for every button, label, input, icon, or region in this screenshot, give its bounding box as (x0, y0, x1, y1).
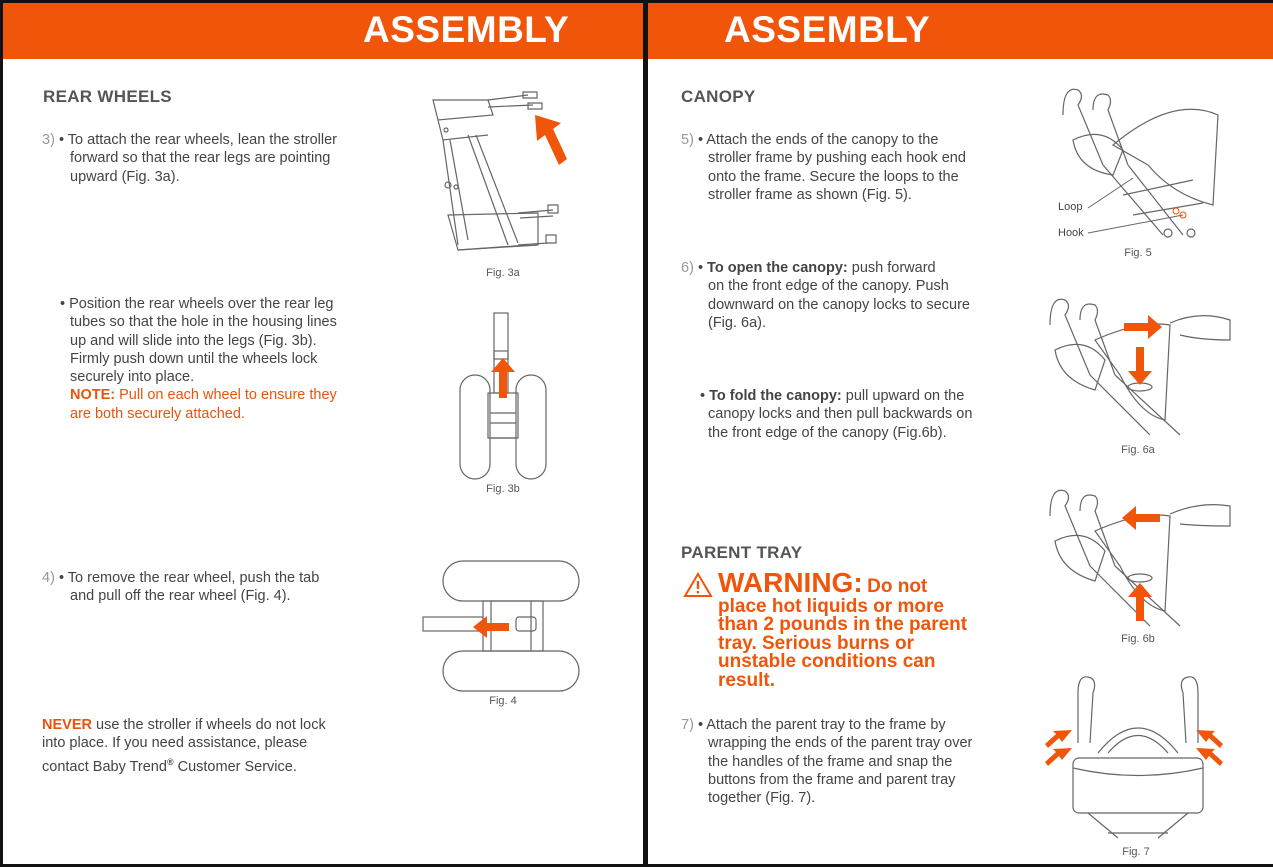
parent-tray-heading: PARENT TRAY (681, 543, 803, 562)
step4-number: 4) (42, 570, 55, 586)
fig6a-caption: Fig. 6a (1121, 444, 1155, 456)
fig4-left-arrow (473, 616, 509, 638)
step6-number: 6) (681, 260, 694, 276)
rear-wheels-heading: REAR WHEELS (43, 87, 172, 106)
fig6a-right-arrow (1124, 315, 1162, 339)
page-divider (643, 0, 646, 867)
step6b-text: • To fold the canopy: pull upward on the canopy locks and then pull backwards on the front edge of the canopy (Fig.6b). (700, 388, 973, 441)
right-page (645, 0, 1273, 867)
fig3b-caption: Fig. 3b (486, 483, 520, 495)
canopy-heading: CANOPY (681, 87, 756, 106)
step3b-text: • Position the rear wheels over the rear leg tubes so that the hole in the housing lines up and will slide into the legs (Fig. 3b). Firmly push down until the wheels lock securely into place. NOTE: Pull on each wheel to ensure they are both securely attached. (60, 296, 337, 422)
step3-text: 3) • To attach the rear wheels, lean the stroller forward so that the rear legs are pointing upward (Fig. 3a). (42, 132, 337, 185)
fig3a-up-arrow (531, 115, 567, 167)
step5-text: 5) • Attach the ends of the canopy to the stroller frame by pushing each hook end onto the frame. Secure the loops to the stroller frame as shown (Fig. 5). (681, 132, 966, 203)
fig3a-caption: Fig. 3a (486, 267, 520, 279)
fig6b-caption: Fig. 6b (1121, 633, 1155, 645)
fig3b-up-arrow (491, 358, 515, 398)
fig6a-down-arrow (1128, 347, 1152, 385)
warning-title-line: WARNING: Do not (718, 567, 928, 598)
fig3b-illustration (458, 313, 548, 483)
step4-text: 4) • To remove the rear wheel, push the tab and pull off the rear wheel (Fig. 4). (42, 570, 320, 605)
warning-title: WARNING: (718, 567, 863, 598)
step7-text: 7) • Attach the parent tray to the frame by wrapping the ends of the parent tray over the handles of the frame and snap the buttons from the frame and parent tray together (Fig. 7). (681, 717, 973, 807)
fig5-loop-label: Loop (1058, 201, 1083, 213)
step6-text: 6) • To open the canopy: push forward on the front edge of the canopy. Push downward on the canopy locks to secure (Fig. 6a). (681, 260, 970, 331)
fig7-illustration (1058, 673, 1218, 843)
fig6b-up-arrow (1128, 583, 1152, 621)
step7-number: 7) (681, 717, 694, 733)
fig6b-left-arrow (1122, 506, 1160, 530)
fig5-caption: Fig. 5 (1124, 247, 1152, 259)
warning-triangle-icon (684, 573, 712, 597)
fig7-left-arrows (1046, 730, 1072, 770)
fig7-caption: Fig. 7 (1122, 846, 1150, 858)
note-label: NOTE: (70, 387, 116, 404)
fig5-label-leaders (1088, 173, 1198, 223)
fig7-right-arrows (1196, 730, 1222, 770)
never-label: NEVER (42, 717, 92, 733)
warning-body: place hot liquids or more than 2 pounds in the parent tray. Serious burns or unstable conditions can result. (718, 596, 968, 691)
fig4-caption: Fig. 4 (489, 695, 517, 707)
step3-number: 3) (42, 132, 55, 148)
fig5-hook-label: Hook (1058, 227, 1084, 239)
right-banner-title: ASSEMBLY (724, 9, 931, 50)
left-banner (3, 3, 646, 59)
never-warning-text: NEVER use the stroller if wheels do not lock into place. If you need assistance, please contact Baby Trend® Customer Service. (42, 717, 326, 775)
left-banner-title: ASSEMBLY (363, 9, 570, 50)
step5-number: 5) (681, 132, 694, 148)
right-banner (648, 3, 1273, 59)
